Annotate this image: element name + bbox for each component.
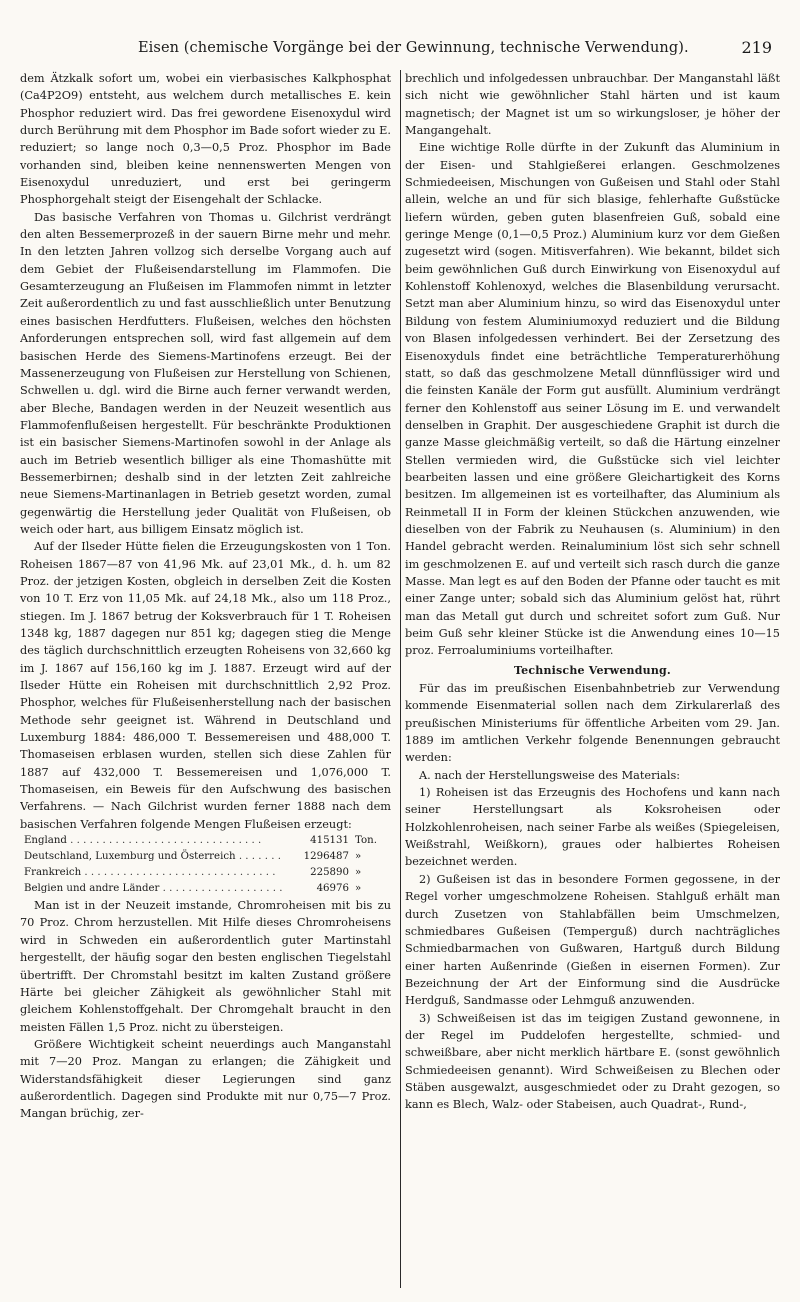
unit-cell: Ton. bbox=[355, 835, 377, 847]
unit-cell: » bbox=[355, 851, 362, 863]
unit-cell: » bbox=[355, 883, 362, 895]
country-cell: Belgien und andre Länder . . . bbox=[24, 881, 285, 897]
paragraph: Man ist in der Neuzeit imstande, Chromroheisen mit bis zu 70 Proz. Chrom herzustellen. Mit Hilfe dieses Chromroheisens wird in Schweden ein außerordentlich guter Martinstahl hergestellt, der häufig sogar den besten englischen Tiegelstahl übertrifft. Der Chromstahl besitzt im kalten Zustand größere Härte bei gleicher Zähigkeit als gewöhnlicher Stahl mit gleichem Kohlenstoffgehalt. Der Chromgehalt braucht in den meisten Fällen 1,5 Proz. nicht zu übersteigen. bbox=[20, 899, 391, 1034]
paragraph: A. nach der Herstellungsweise des Materials: bbox=[419, 768, 681, 782]
paragraph: 3) Schweißeisen ist das im teigigen Zustand gewonnene, in der Regel im Puddelofen hergestellte, schmied- und schweißbare, aber nicht merklich härtbare E. (sonst gewöhnlich Schmiedeeisen genannt). Wird Schweißeisen zu Blechen oder Stäben ausgewalzt, ausgeschmiedet oder zu Draht gezogen, so kann es Blech, Walz- oder Stabeisen, auch Quadrat-, Rund-, bbox=[405, 1011, 780, 1112]
paragraph: dem Ätzkalk sofort um, wobei ein vierbasisches Kalkphosphat (Ca4P2O9) entsteht, aus welchem durch metallisches E. kein Phosphor reduziert wird. Das frei gewordene Eisenoxydul wird durch Berührung mit dem Phosphor im Bade sofort wieder zu E. reduziert; so lange noch 0,3—0,5 Proz. Phosphor im Bade vorhanden sind, bleiben keine nennenswerten Mengen von Eisenoxydul unreduziert, und erst bei geringerm Phosphorgehalt steigt der Eisengehalt der Schlacke. bbox=[20, 72, 391, 207]
paragraph: 1) Roheisen ist das Erzeugnis des Hochofens und kann nach seiner Herstellungsart als Koksroheisen oder Holzkohlenroheisen, nach seiner Farbe als weißes (Spiegeleisen, Weißstrahl, Weißkorn), graues oder halbiertes Roheisen bezeichnet werden. bbox=[405, 786, 780, 869]
text-columns bbox=[20, 70, 780, 1290]
value-cell: 46976 bbox=[316, 883, 349, 895]
running-head bbox=[20, 36, 780, 60]
paragraph: Für das im preußischen Eisenbahnbetrieb zur Verwendung kommende Eisenmaterial sollen nach dem Zirkularerlaß des preußischen Ministeriums für öffentliche Arbeiten vom 29. Jan. 1889 im amtlichen Verkehr folgende Benennungen gebraucht werden: bbox=[405, 682, 780, 765]
paragraph: Das basische Verfahren von Thomas u. Gilchrist verdrängt den alten Bessemerprozeß in der sauern Birne mehr und mehr. In den letzten Jahren vollzog sich derselbe Vorgang auch auf dem Gebiet der Flußeisendarstellung im Flammofen. Die Gesamterzeugung an Flußeisen im Flammofen nimmt in letzter Zeit außerordentlich zu und fast ausschließlich unter Benutzung eines basischen Herdfutters. Flußeisen, welches den höchsten Anforderungen entsprechen soll, wird fast allgemein auf dem basischen Herde des Siemens-Martinofens erzeugt. Bei der Massenerzeugung von Flußeisen zur Herstellung von Schienen, Schwellen u. dgl. wird die Birne auch ferner verwandt werden, aber Bleche, Bandagen werden in der Neuzeit wesentlich aus Flammofenflußeisen hergestellt. Für beschränkte Produktionen ist ein basischer Siemens-Martinofen sowohl in der Anlage als auch im Betrieb wesentlich billiger als eine Thomashütte mit Bessemerbirnen; deshalb sind in der letzten Zeit zahlreiche neue Siemens-Martinanlagen in Betrieb gesetzt worden, zumal gegenwärtig die Herstellung jeder Qualität von Flußeisen, ob weich oder hart, aus billigem Einsatz möglich ist. bbox=[20, 210, 391, 536]
value-cell: 1296487 bbox=[303, 851, 349, 863]
section-heading: Technische Verwendung. bbox=[514, 663, 671, 677]
production-table bbox=[20, 833, 391, 897]
country-cell: Deutschland, Luxemburg und Österreich . . . bbox=[24, 849, 285, 865]
country-cell: England . . . bbox=[24, 833, 285, 849]
table-row bbox=[24, 865, 391, 881]
table-row bbox=[24, 833, 391, 849]
country-cell: Frankreich . . . bbox=[24, 865, 285, 881]
running-title: Eisen (chemische Vorgänge bei der Gewinnung, technische Verwendung). bbox=[138, 40, 689, 56]
paragraph: Eine wichtige Rolle dürfte in der Zukunft das Aluminium in der Eisen- und Stahlgießerei erlangen. Geschmolzenes Schmiedeeisen, Mischungen von Gußeisen und Stahl oder Stahl allein, welche an und für sich blasige, fehlerhafte Gußstücke liefern würden, geben guten blasenfreien Guß, sobald eine geringe Menge (0,1—0,5 Proz.) Aluminium kurz vor dem Gießen zugesetzt wird (sogen. Mitisverfahren). Wie bekannt, bildet sich beim gewöhnlichen Guß durch Einwirkung von Eisenoxydul auf Kohlenstoff Kohlenoxyd, welches die Blasenbildung verursacht. Setzt man aber Aluminium hinzu, so wird das Eisenoxydul unter Bildung von festem Aluminiumoxyd reduziert und die Bildung von Blasen infolgedessen verhindert. Bei der Zersetzung des Eisenoxyduls findet eine beträchtliche Temperaturerhöhung statt, so daß das geschmolzene Metall dünnflüssiger wird und die feinsten Kanäle der Form gut ausfüllt. Aluminium verdrängt ferner den Kohlenstoff aus seiner Lösung im E. und verwandelt denselben in Graphit. Der ausgeschiedene Graphit ist durch die ganze Masse gleichmäßig verteilt, so daß die Härtung einzelner Stellen vermieden wird, die Gußstücke sich viel leichter bearbeiten lassen und eine größere Gleichartigkeit des Korns besitzen. Im allgemeinen ist es vorteilhafter, das Aluminium als Reinmetall II in Form der kleinen Stückchen anzuwenden, wie dieselben von der Fabrik zu Neuhausen (s. Aluminium) in den Handel gebracht werden. Reinaluminium löst sich sehr schnell im geschmolzenen E. auf und verteilt sich rasch durch die ganze Masse. Man legt es auf den Boden der Pfanne oder taucht es mit einer Zange unter; sobald sich das Aluminium gelöst hat, rührt man das Metall gut durch und schreitet sofort zum Guß. Nur beim Guß sehr kleiner Stücke ist die Anwendung eines 10—15 proz. Ferroaluminiums vorteilhafter. bbox=[405, 141, 780, 658]
unit-cell: » bbox=[355, 867, 362, 879]
right-column bbox=[405, 70, 780, 1290]
page-number: 219 bbox=[741, 38, 772, 57]
paragraph: brechlich und infolgedessen unbrauchbar. Der Manganstahl läßt sich nicht wie gewöhnlicher Stahl härten und ist kaum magnetisch; der Magnet ist um so wirkungsloser, je höher der Mangangehalt. bbox=[405, 72, 780, 138]
table-row bbox=[24, 849, 391, 865]
value-cell: 225890 bbox=[310, 867, 349, 879]
paragraph: 2) Gußeisen ist das in besondere Formen gegossene, in der Regel vorher umgeschmolzene Roheisen. Stahlguß erhält man durch Zusetzen von Stahlabfällen beim Umschmelzen, schmiedbares Gußeisen (Temperguß) durch nachträgliches Schmiedbarmachen von Gußwaren, Hartguß durch Bildung einer harten Außenrinde (Gießen in eisernen Formen). Zur Bezeichnung der Art der Einformung sind die Ausdrücke Herdguß, Sandmasse oder Lehmguß anzuwenden. bbox=[405, 872, 780, 1008]
paragraph: Größere Wichtigkeit scheint neuerdings auch Manganstahl mit 7—20 Proz. Mangan zu erlangen; die Zähigkeit und Widerstandsfähigkeit dieser Legierungen sind ganz außerordentlich. Dagegen sind Produkte mit nur 0,75—7 Proz. Mangan brüchig, zer- bbox=[20, 1037, 391, 1121]
paragraph: Auf der Ilseder Hütte fielen die Erzeugungskosten von 1 Ton. Roheisen 1867—87 von 41,96 Mk. auf 23,01 Mk., d. h. um 82 Proz. der jetzigen Kosten, obgleich in derselben Zeit die Kosten von 10 T. Erz von 11,05 Mk. auf 24,18 Mk., also um 118 Proz., stiegen. Im J. 1867 betrug der Koksverbrauch für 1 T. Roheisen 1348 kg, 1887 dagegen nur 851 kg; dagegen stieg die Menge des täglich durchschnittlich erzeugten Roheisens von 32,660 kg im J. 1867 auf 156,160 kg im J. 1887. Erzeugt wird auf der Ilseder Hütte ein Roheisen mit durchschnittlich 2,92 Proz. Phosphor, welches für Flußeisenherstellung nach der basischen Methode sehr geeignet ist. Während in Deutschland und Luxemburg 1884: 486,000 T. Bessemereisen und 488,000 T. Thomaseisen erblasen wurden, stellen sich diese Zahlen für 1887 auf 432,000 T. Bessemereisen und 1,076,000 T. Thomaseisen, ein Beweis für den Aufschwung des basischen Verfahrens. — Nach Gilchrist wurden ferner 1888 nach dem basischen Verfahren folgende Mengen Flußeisen erzeugt: bbox=[20, 540, 391, 831]
left-column bbox=[20, 70, 391, 1290]
value-cell: 415131 bbox=[310, 835, 349, 847]
table-row bbox=[24, 881, 391, 897]
